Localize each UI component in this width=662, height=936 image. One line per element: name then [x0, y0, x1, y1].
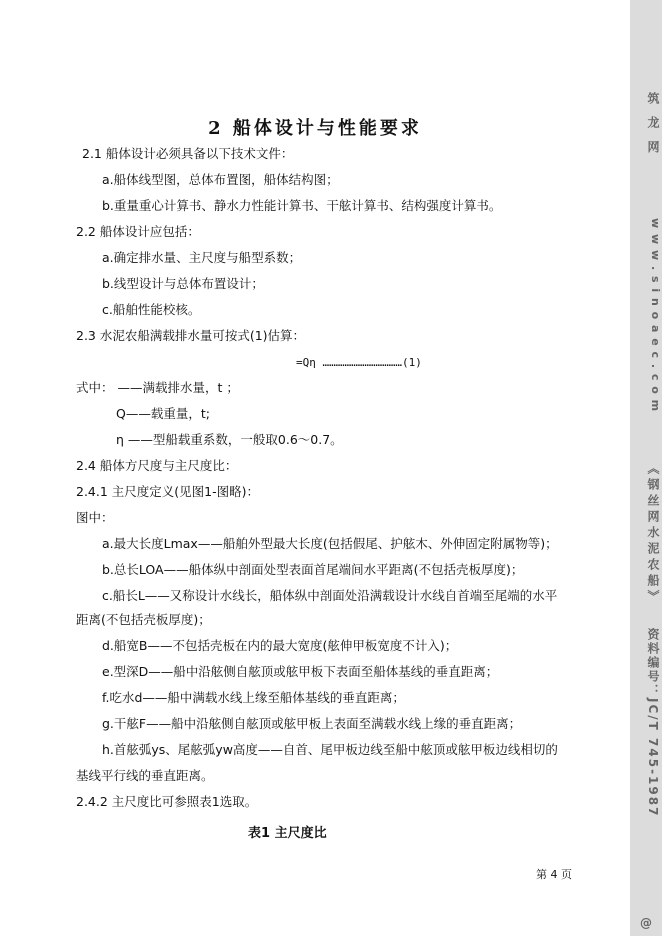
definition-item: c.船长L——又称设计水线长，船体纵中剖面处沿满载设计水线自首端至尾端的水平 — [102, 588, 558, 603]
site-url: w w w . s i n o a e c . c o m — [649, 218, 662, 413]
definition-item: d.船宽B——不包括壳板在内的最大宽度(舷伸甲板宽度不计入)； — [102, 638, 458, 653]
definition-item: e.型深D——船中沿舷侧自舷顶或舷甲板下表面至船体基线的垂直距离； — [102, 664, 499, 679]
formula-legend: Q——载重量，t; — [116, 406, 210, 421]
clause-2-4: 2.4 船体方尺度与主尺度比： — [76, 458, 238, 473]
table-caption: 表1 主尺度比 — [248, 826, 327, 841]
watermark-sidebar — [630, 0, 662, 936]
figure-note: 图中： — [76, 510, 114, 525]
clause-2-2: 2.2 船体设计应包括： — [76, 224, 200, 239]
list-item: c.船舶性能校核。 — [102, 302, 201, 317]
mark-symbol: @ — [640, 916, 652, 930]
document-title: 《钢丝网水泥农船》 — [646, 462, 660, 606]
list-item: b.线型设计与总体布置设计； — [102, 276, 264, 291]
clause-2-4-1: 2.4.1 主尺度定义(见图1-图略)： — [76, 484, 259, 499]
list-item: a.确定排水量、主尺度与船型系数； — [102, 250, 302, 265]
definition-item: b.总长LOA——船体纵中剖面处型表面首尾端间水平距离(不包括壳板厚度)； — [102, 562, 524, 577]
list-item: b.重量重心计算书、静水力性能计算书、干舷计算书、结构强度计算书。 — [102, 198, 502, 213]
definition-item: f.吃水d——船中满载水线上缘至船体基线的垂直距离； — [102, 690, 405, 705]
list-item: a.船体线型图，总体布置图，船体结构图； — [102, 172, 339, 187]
clause-2-3: 2.3 水泥农船满载排水量可按式(1)估算： — [76, 328, 306, 343]
formula-legend: 式中： ——满载排水量，t ； — [76, 380, 239, 395]
definition-continuation: 距离(不包括壳板厚度)； — [76, 612, 211, 627]
site-name: 筑 龙 网 — [646, 92, 660, 157]
page-number: 第 4 页 — [536, 868, 572, 881]
clause-2-4-2: 2.4.2 主尺度比可参照表1选取。 — [76, 794, 258, 809]
definition-item: a.最大长度Lmax——船舶外型最大长度(包括假尾、护舷木、外伸固定附属物等)； — [102, 536, 558, 551]
formula: =Qη ………………………………(1) — [296, 356, 422, 369]
definition-item: h.首舷弧ys、尾舷弧yw高度——自首、尾甲板边线至船中舷顶或舷甲板边线相切的 — [102, 742, 558, 757]
definition-continuation: 基线平行线的垂直距离。 — [76, 768, 214, 783]
definition-item: g.干舷F——船中沿舷侧自舷顶或舷甲板上表面至满载水线上缘的垂直距离； — [102, 716, 522, 731]
formula-legend: η ——型船载重系数，一般取0.6～0.7。 — [116, 432, 343, 447]
section-title: 2 船体设计与性能要求 — [208, 118, 422, 139]
document-code: 资料编号：JC/T 745-1987 — [646, 628, 660, 818]
clause-2-1: 2.1 船体设计必须具备以下技术文件： — [82, 146, 294, 161]
